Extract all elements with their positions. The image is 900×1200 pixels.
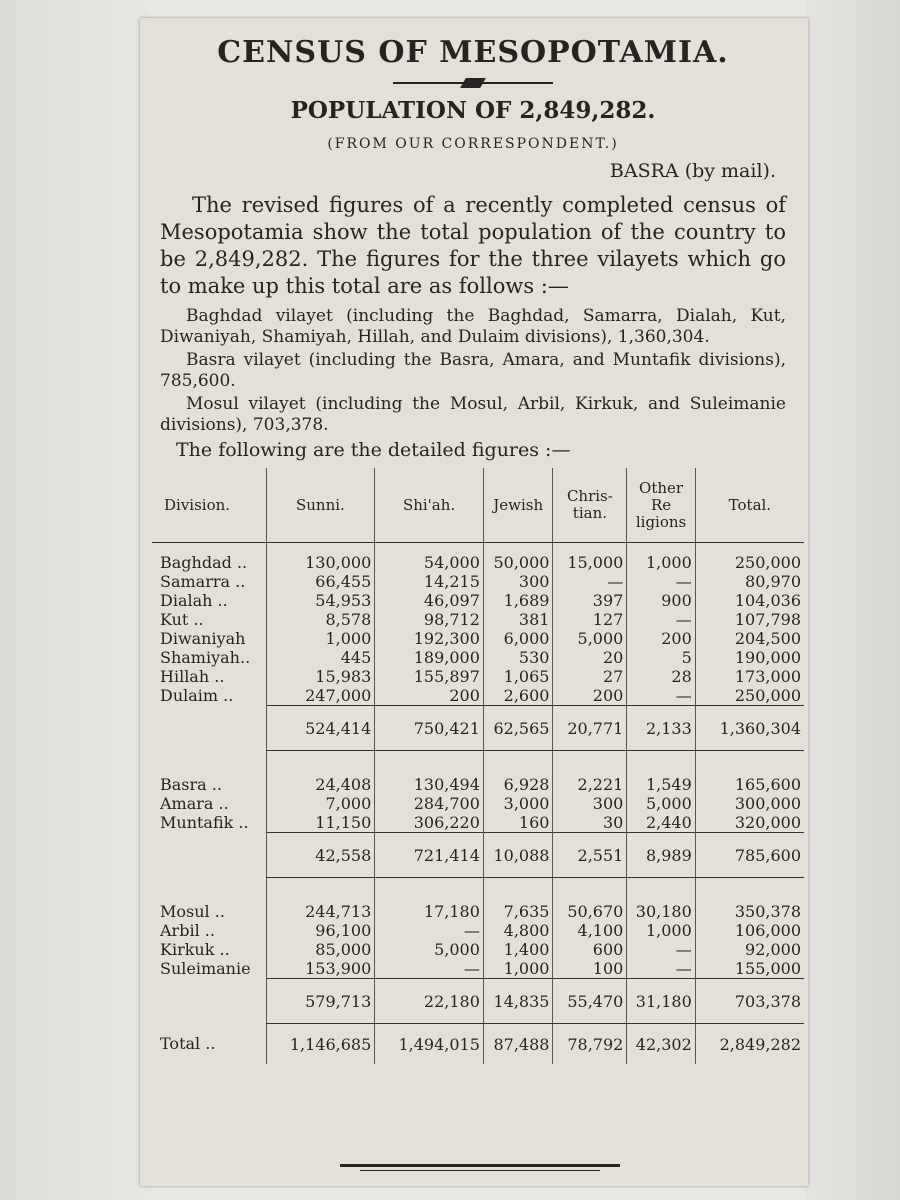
table-cell: — <box>627 686 695 706</box>
background-page-right <box>805 0 900 1200</box>
table-cell: — <box>375 921 484 940</box>
header-other-religions: Other Re ligions <box>627 468 695 543</box>
table-cell: 107,798 <box>695 610 804 629</box>
table-cell: 22,180 <box>375 979 484 1024</box>
table-cell: 2,133 <box>627 706 695 751</box>
table-cell: 27 <box>553 667 627 686</box>
table-cell: 55,470 <box>553 979 627 1024</box>
table-cell: 5,000 <box>627 794 695 813</box>
table-cell: 3,000 <box>483 794 553 813</box>
subtotal-row <box>152 833 804 878</box>
table-cell: 14,835 <box>483 979 553 1024</box>
table-cell: — <box>627 959 695 979</box>
census-table <box>152 468 804 1064</box>
table-cell: 87,488 <box>483 1024 553 1065</box>
table-cell: 530 <box>483 648 553 667</box>
table-cell: 284,700 <box>375 794 484 813</box>
table-row <box>152 794 804 813</box>
table-cell: 130,000 <box>266 543 375 573</box>
table-cell: 10,088 <box>483 833 553 878</box>
table-cell: Baghdad .. <box>160 553 248 572</box>
table-row <box>152 591 804 610</box>
table-cell: 1,000 <box>483 959 553 979</box>
table-cell: Dulaim .. <box>160 686 234 706</box>
table-cell: 20,771 <box>553 706 627 751</box>
table-cell: 173,000 <box>695 667 804 686</box>
table-cell: 1,549 <box>627 765 695 794</box>
table-cell: 1,000 <box>266 629 375 648</box>
table-cell: 66,455 <box>266 572 375 591</box>
table-cell <box>152 706 266 751</box>
byline: (FROM OUR CORRESPONDENT.) <box>327 136 619 152</box>
table-cell: 155,897 <box>375 667 484 686</box>
newspaper-clipping <box>140 18 808 1186</box>
table-cell: 155,000 <box>695 959 804 979</box>
table-cell: Arbil .. <box>160 921 215 940</box>
table-cell: 306,220 <box>375 813 484 833</box>
table-cell: Total .. <box>160 1034 216 1054</box>
table-cell: 600 <box>553 940 627 959</box>
table-cell: 2,600 <box>483 686 553 706</box>
table-cell: 85,000 <box>266 940 375 959</box>
table-cell: 900 <box>627 591 695 610</box>
header-jewish: Jewish <box>483 468 553 543</box>
following-line: The following are the detailed figures :— <box>176 439 571 461</box>
table-cell <box>152 833 266 878</box>
table-cell: 1,400 <box>483 940 553 959</box>
table-cell: — <box>627 610 695 629</box>
subtotal-row <box>152 706 804 751</box>
table-cell: 54,000 <box>375 543 484 573</box>
table-cell: 785,600 <box>695 833 804 878</box>
table-cell: Suleimanie <box>160 959 251 979</box>
table-cell: 200 <box>627 629 695 648</box>
table-cell: 2,551 <box>553 833 627 878</box>
closing-rule <box>340 1164 620 1167</box>
table-cell: 1,000 <box>627 921 695 940</box>
article-subtitle: POPULATION OF 2,849,282. <box>290 97 656 124</box>
table-cell: Diwaniyah <box>160 629 246 648</box>
table-cell: — <box>627 572 695 591</box>
table-cell: 98,712 <box>375 610 484 629</box>
table-cell: 30 <box>553 813 627 833</box>
table-cell: 381 <box>483 610 553 629</box>
subtotal-row <box>152 979 804 1024</box>
table-cell: — <box>553 572 627 591</box>
closing-rule-thin <box>360 1170 600 1171</box>
grand-total-row <box>152 1024 804 1065</box>
table-cell: 24,408 <box>266 765 375 794</box>
table-cell: 1,000 <box>627 543 695 573</box>
table-cell: 250,000 <box>695 543 804 573</box>
table-cell: 189,000 <box>375 648 484 667</box>
table-cell: 42,302 <box>627 1024 695 1065</box>
table-cell: 5,000 <box>553 629 627 648</box>
table-cell: 8,578 <box>266 610 375 629</box>
table-row <box>152 892 804 921</box>
table-cell: 5,000 <box>375 940 484 959</box>
table-spacer <box>152 878 804 893</box>
table-row <box>152 610 804 629</box>
table-cell: 104,036 <box>695 591 804 610</box>
article-title: CENSUS OF MESOPOTAMIA. <box>217 35 729 70</box>
table-cell: 54,953 <box>266 591 375 610</box>
table-cell: 15,000 <box>553 543 627 573</box>
table-row <box>152 813 804 833</box>
table-cell: 250,000 <box>695 686 804 706</box>
header-total: Total. <box>695 468 804 543</box>
table-cell: 320,000 <box>695 813 804 833</box>
vilayet-mosul-paragraph: Mosul vilayet (including the Mosul, Arbil, Kirkuk, and Suleimanie divisions), 703,378. <box>160 394 786 435</box>
table-row <box>152 667 804 686</box>
table-cell: 300 <box>483 572 553 591</box>
table-cell: 2,440 <box>627 813 695 833</box>
table-cell: 96,100 <box>266 921 375 940</box>
header-christian: Chris- tian. <box>553 468 627 543</box>
table-cell: Muntafik .. <box>160 813 249 833</box>
table-cell: 30,180 <box>627 892 695 921</box>
table-cell: 31,180 <box>627 979 695 1024</box>
table-cell: 80,970 <box>695 572 804 591</box>
table-cell: 28 <box>627 667 695 686</box>
table-header-row <box>152 468 804 543</box>
table-cell: Shamiyah.. <box>160 648 251 667</box>
table-cell: 721,414 <box>375 833 484 878</box>
table-cell: 244,713 <box>266 892 375 921</box>
intro-paragraph: The revised figures of a recently completed census of Mesopotamia show the total population of the country to be 2,849,282. The figures for the three vilayets which go to make up this total are as follows :— <box>160 193 786 298</box>
table-row <box>152 629 804 648</box>
table-cell: 2,221 <box>553 765 627 794</box>
table-cell: 50,000 <box>483 543 553 573</box>
table-row <box>152 543 804 573</box>
table-cell: 200 <box>553 686 627 706</box>
header-sunni: Sunni. <box>266 468 375 543</box>
table-cell: 1,360,304 <box>695 706 804 751</box>
table-cell: 300,000 <box>695 794 804 813</box>
table-cell: — <box>375 959 484 979</box>
dateline: BASRA (by mail). <box>609 160 776 182</box>
table-cell: 1,146,685 <box>266 1024 375 1065</box>
table-cell: 204,500 <box>695 629 804 648</box>
table-cell: 1,689 <box>483 591 553 610</box>
table-row <box>152 921 804 940</box>
table-cell: 153,900 <box>266 959 375 979</box>
table-cell: 4,800 <box>483 921 553 940</box>
table-cell: 127 <box>553 610 627 629</box>
table-cell: 106,000 <box>695 921 804 940</box>
table-cell: Hillah .. <box>160 667 225 686</box>
table-row <box>152 765 804 794</box>
table-cell: 350,378 <box>695 892 804 921</box>
table-cell: 190,000 <box>695 648 804 667</box>
table-cell: 397 <box>553 591 627 610</box>
table-row <box>152 648 804 667</box>
table-cell: 15,983 <box>266 667 375 686</box>
table-cell: 524,414 <box>266 706 375 751</box>
table-cell: 5 <box>627 648 695 667</box>
table-cell: Basra .. <box>160 775 222 794</box>
table-cell: 2,849,282 <box>695 1024 804 1065</box>
table-row <box>152 940 804 959</box>
table-cell: 247,000 <box>266 686 375 706</box>
table-cell: 17,180 <box>375 892 484 921</box>
table-cell: 62,565 <box>483 706 553 751</box>
table-row <box>152 686 804 706</box>
table-cell: 1,065 <box>483 667 553 686</box>
vilayet-baghdad-paragraph: Baghdad vilayet (including the Baghdad, Samarra, Dialah, Kut, Diwaniyah, Shamiyah, Hillah, and Dulaim divisions), 1,360,304. <box>160 306 786 347</box>
table-cell: 192,300 <box>375 629 484 648</box>
table-row <box>152 572 804 591</box>
table-cell: 11,150 <box>266 813 375 833</box>
table-cell: 92,000 <box>695 940 804 959</box>
table-cell: 20 <box>553 648 627 667</box>
table-cell: 100 <box>553 959 627 979</box>
table-cell: 8,989 <box>627 833 695 878</box>
table-cell: 42,558 <box>266 833 375 878</box>
table-cell: 1,494,015 <box>375 1024 484 1065</box>
table-cell: 160 <box>483 813 553 833</box>
table-cell: 703,378 <box>695 979 804 1024</box>
table-cell: Samarra .. <box>160 572 246 591</box>
table-cell: 579,713 <box>266 979 375 1024</box>
table-cell: Amara .. <box>160 794 229 813</box>
table-cell: 445 <box>266 648 375 667</box>
table-row <box>152 959 804 979</box>
table-cell: 6,000 <box>483 629 553 648</box>
ornamental-rule <box>393 76 553 90</box>
table-cell: Kirkuk .. <box>160 940 230 959</box>
table-cell: 50,670 <box>553 892 627 921</box>
table-cell <box>152 979 266 1024</box>
table-cell: 46,097 <box>375 591 484 610</box>
background-page-left <box>0 0 150 1200</box>
table-spacer <box>152 751 804 766</box>
table-cell: — <box>627 940 695 959</box>
table-cell: 7,635 <box>483 892 553 921</box>
table-cell: 300 <box>553 794 627 813</box>
table-cell: Dialah .. <box>160 591 228 610</box>
vilayet-basra-paragraph: Basra vilayet (including the Basra, Amara, and Muntafik divisions), 785,600. <box>160 350 786 391</box>
header-shiah: Shi'ah. <box>375 468 484 543</box>
table-cell: 78,792 <box>553 1024 627 1065</box>
table-cell: 130,494 <box>375 765 484 794</box>
table-cell: Kut .. <box>160 610 204 629</box>
header-division: Division. <box>152 468 266 543</box>
table-cell: 6,928 <box>483 765 553 794</box>
table-cell: 200 <box>375 686 484 706</box>
table-cell: 4,100 <box>553 921 627 940</box>
table-cell: 750,421 <box>375 706 484 751</box>
table-cell: 14,215 <box>375 572 484 591</box>
table-cell: 165,600 <box>695 765 804 794</box>
table-cell: 7,000 <box>266 794 375 813</box>
table-cell: Mosul .. <box>160 902 225 921</box>
